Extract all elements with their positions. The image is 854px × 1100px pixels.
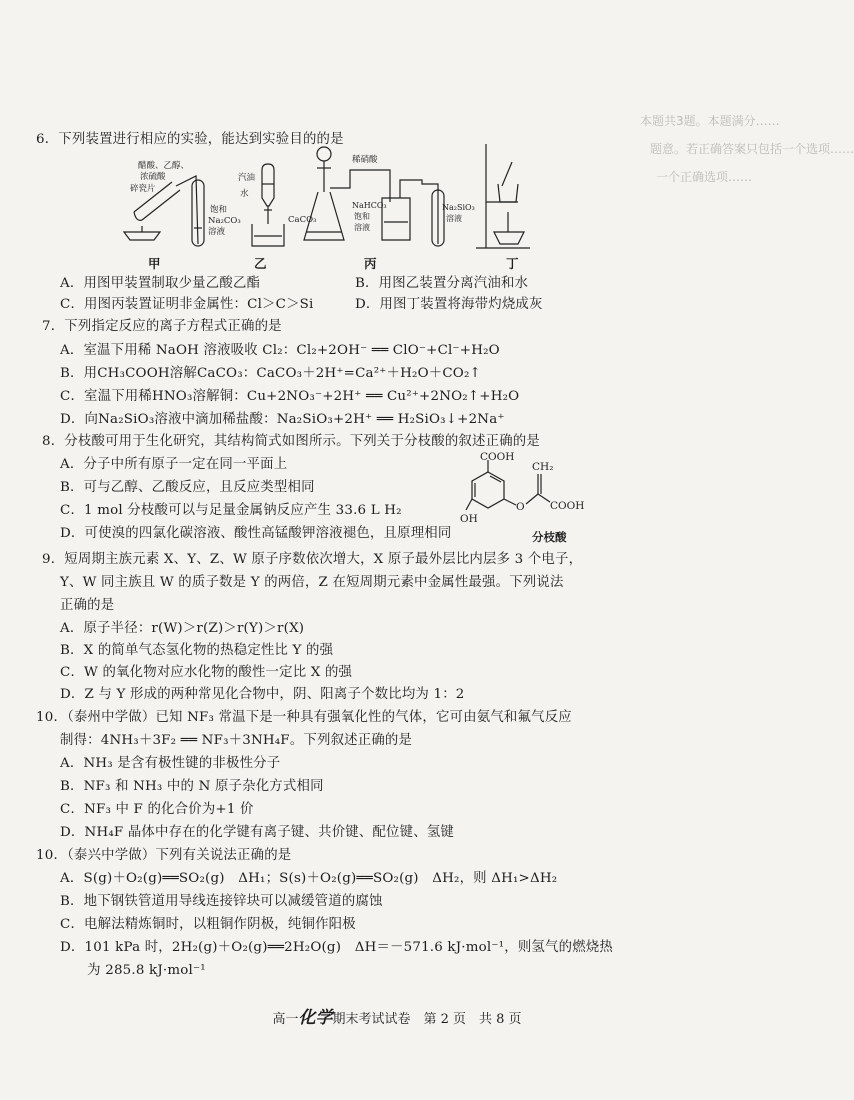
- footer-page-info: 期末考试试卷 第 2 页 共 8 页: [332, 1012, 522, 1027]
- q10a-stem-line-1: 10．（泰州中学做）已知 NF₃ 常温下是一种具有强氧化性的气体，它可由氨气和氟气反应: [36, 710, 572, 725]
- q10a-option-a: A．NH₃ 是含有极性键的非极性分子: [60, 756, 281, 771]
- q6-option-b: B．用图乙装置分离汽油和水: [355, 276, 529, 291]
- svg-text:汽油: 汽油: [238, 173, 256, 183]
- q9-option-d: D．Z 与 Y 形成的两种常见化合物中，阴、阳离子个数比均为 1：2: [60, 687, 465, 702]
- structure-cooh-right: COOH: [550, 500, 585, 512]
- figure-label-bing: 丙: [364, 256, 377, 271]
- q10b-stem: 10．（泰兴中学做）下列有关说法正确的是: [36, 848, 292, 863]
- q9-option-b: B．X 的简单气态氢化物的热稳定性比 Y 的强: [60, 643, 334, 658]
- bleed-through-text: 一个正确选项……: [656, 170, 753, 184]
- q9-option-c: C．W 的氧化物对应水化物的酸性一定比 X 的强: [60, 665, 353, 680]
- svg-text:NaHCO₃: NaHCO₃: [352, 201, 387, 210]
- q10a-option-c: C．NF₃ 中 F 的化合价为+1 价: [60, 802, 254, 817]
- svg-text:CaCO₃: CaCO₃: [288, 215, 317, 225]
- page-footer: [0, 1003, 794, 1028]
- svg-text:饱和: 饱和: [210, 205, 228, 215]
- q7-option-a: A．室温下用稀 NaOH 溶液吸收 Cl₂：Cl₂+2OH⁻ ══ ClO⁻+Cl⁻+H₂O: [60, 343, 500, 358]
- q10b-option-b: B．地下钢铁管道用导线连接锌块可以减缓管道的腐蚀: [60, 894, 383, 909]
- q7-option-c: C．室温下用稀HNO₃溶解铜：Cu+2NO₃⁻+2H⁺ ══ Cu²⁺+2NO₂↑+H₂O: [60, 389, 520, 404]
- figure-label-yi: 乙: [254, 256, 267, 271]
- svg-text:Na₂CO₃: Na₂CO₃: [208, 216, 241, 226]
- structure-oh: OH: [460, 513, 478, 525]
- q9-stem-line-3: 正确的是: [60, 598, 115, 613]
- q8-option-b: B．可与乙醇、乙酸反应，且反应类型相同: [60, 480, 315, 495]
- q9-stem-line-2: Y、W 同主族且 W 的质子数是 Y 的两倍，Z 在短周期元素中金属性最强。下列说法: [60, 575, 564, 590]
- svg-text:溶液: 溶液: [446, 214, 462, 223]
- svg-text:饱和: 饱和: [354, 212, 370, 221]
- figure-label-jia: 甲: [148, 256, 161, 271]
- q9-option-a: A．原子半径：r(W)＞r(Z)＞r(Y)＞r(X): [60, 621, 305, 636]
- q7-stem: 7．下列指定反应的离子方程式正确的是: [42, 319, 282, 334]
- q6-apparatus-figure: [120, 140, 540, 255]
- q9-stem-line-1: 9．短周期主族元素 X、Y、Z、W 原子序数依次增大，X 原子最外层比内层多 3 个电子，: [42, 552, 583, 567]
- svg-text:溶液: 溶液: [208, 227, 226, 237]
- q10b-option-c: C．电解法精炼铜时，以粗铜作阴极，纯铜作阳极: [60, 917, 356, 932]
- q10b-option-d-cont: 为 285.8 kJ·mol⁻¹: [60, 963, 206, 978]
- footer-subject: 化学: [298, 1008, 333, 1028]
- q7-option-d: D．向Na₂SiO₃溶液中滴加稀盐酸：Na₂SiO₃+2H⁺ ══ H₂SiO₃↓+2Na⁺: [60, 412, 505, 427]
- structure-o: O: [516, 501, 525, 513]
- q8-option-d: D．可使溴的四氯化碳溶液、酸性高锰酸钾溶液褪色，且原理相同: [60, 526, 452, 541]
- bleed-through-text: 题意。若正确答案只包括一个选项……: [650, 142, 854, 156]
- figure-label-ding: 丁: [506, 256, 519, 271]
- q8-stem: 8．分枝酸可用于生化研究，其结构简式如图所示。下列关于分枝酸的叙述正确的是: [42, 434, 540, 449]
- q6-option-c: C．用图丙装置证明非金属性：Cl＞C＞Si: [60, 297, 314, 312]
- svg-text:碎瓷片: 碎瓷片: [130, 184, 156, 194]
- q8-option-c: C．1 mol 分枝酸可以与足量金属钠反应产生 33.6 L H₂: [60, 503, 402, 518]
- q10b-option-d: D．101 kPa 时，2H₂(g)＋O₂(g)══2H₂O(g) ΔH＝－571.6 kJ·mol⁻¹，则氢气的燃烧热: [60, 940, 613, 955]
- structure-caption: 分枝酸: [532, 530, 567, 544]
- q10a-option-d: D．NH₄F 晶体中存在的化学键有离子键、共价键、配位键、氢键: [60, 825, 455, 840]
- q8-option-a: A．分子中所有原子一定在同一平面上: [60, 457, 288, 472]
- chorismic-acid-structure: [458, 452, 598, 530]
- svg-text:浓硫酸: 浓硫酸: [140, 172, 166, 182]
- footer-prefix: 高一: [272, 1012, 299, 1027]
- structure-ch2: CH₂: [532, 461, 554, 473]
- svg-text:醋酸、乙醇、: 醋酸、乙醇、: [138, 161, 190, 171]
- q6-option-d: D．用图丁装置将海带灼烧成灰: [355, 297, 543, 312]
- q6-stem: 6．下列装置进行相应的实验，能达到实验目的的是: [36, 132, 344, 147]
- structure-cooh-top: COOH: [480, 451, 515, 463]
- svg-text:Na₂SiO₃: Na₂SiO₃: [442, 203, 475, 212]
- q10a-option-b: B．NF₃ 和 NH₃ 中的 N 原子杂化方式相同: [60, 779, 324, 794]
- svg-text:水: 水: [240, 189, 249, 199]
- q10a-stem-line-2: 制得：4NH₃＋3F₂ ══ NF₃＋3NH₄F。下列叙述正确的是: [60, 733, 413, 748]
- svg-text:溶液: 溶液: [354, 223, 370, 232]
- q6-option-a: A．用图甲装置制取少量乙酸乙酯: [60, 276, 261, 291]
- q10b-option-a: A．S(g)＋O₂(g)══SO₂(g) ΔH₁；S(s)＋O₂(g)══SO₂(g) ΔH₂，则 ΔH₁>ΔH₂: [60, 871, 558, 886]
- svg-text:稀硝酸: 稀硝酸: [352, 155, 378, 165]
- q7-option-b: B．用CH₃COOH溶解CaCO₃：CaCO₃＋2H⁺=Ca²⁺＋H₂O＋CO₂↑: [60, 366, 481, 381]
- bleed-through-text: 本题共3题。本题满分……: [640, 114, 780, 128]
